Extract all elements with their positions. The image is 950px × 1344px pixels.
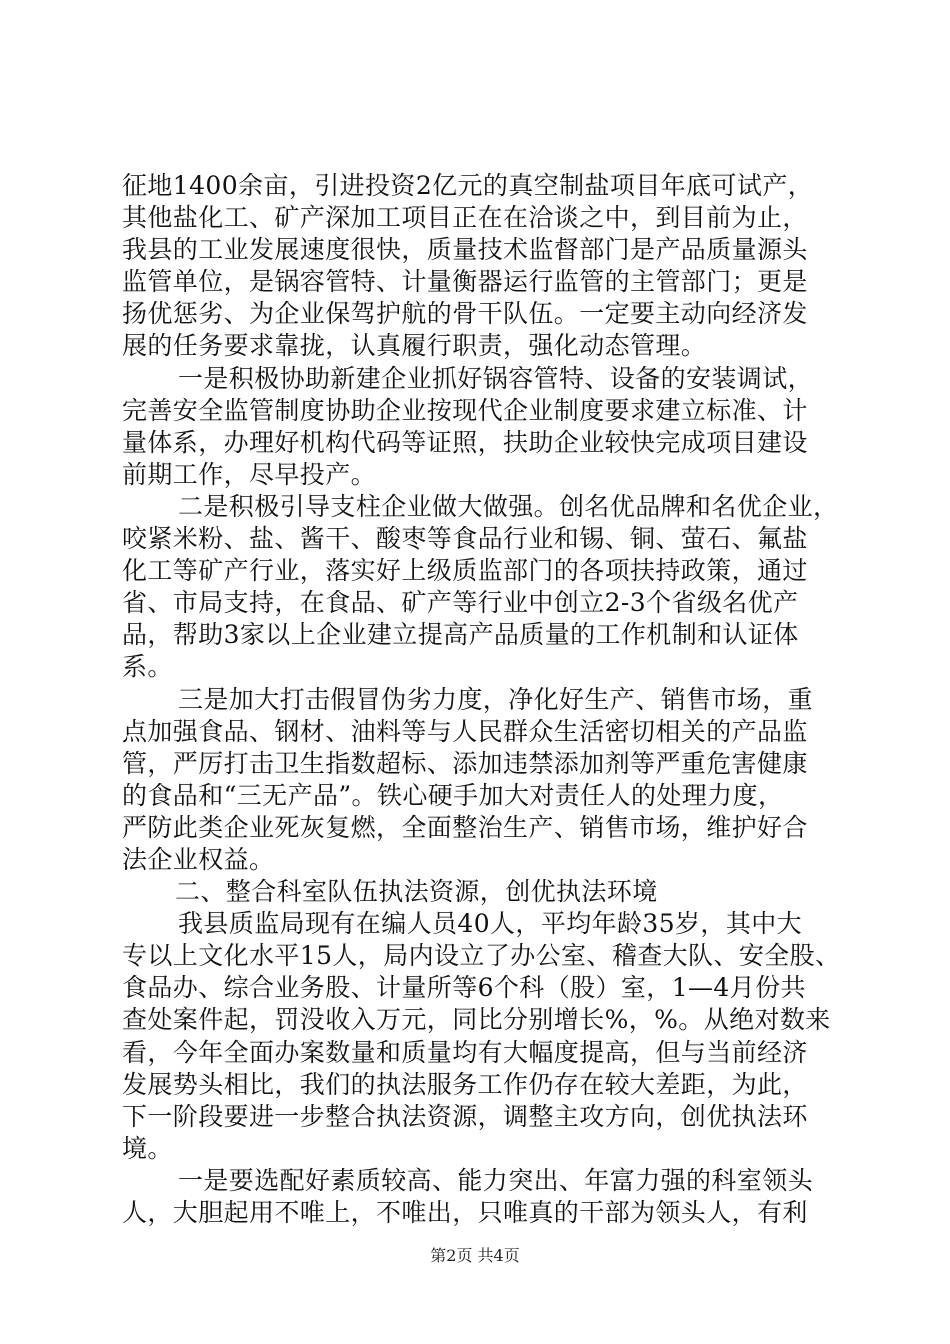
text-line: 发展势头相比，我们的执法服务工作仍存在较大差距，为此， — [122, 1069, 808, 1099]
paragraph-first-line: 三是加大打击假冒伪劣力度，净化好生产、销售市场，重 — [178, 684, 814, 714]
paragraph-first-line: 我县质监局现有在编人员40人，平均年龄35岁，其中大 — [178, 909, 803, 939]
text-line: 专以上文化水平15人，局内设立了办公室、稽查大队、安全股、 — [122, 941, 841, 971]
text-line: 点加强食品、钢材、油料等与人民群众生活密切相关的产品监 — [122, 716, 808, 746]
text-line: 前期工作，尽早投产。 — [122, 459, 377, 489]
text-line: 食品办、综合业务股、计量所等6个科（股）室，1—4月份共 — [122, 973, 806, 1003]
text-line: 其他盐化工、矿产深加工项目正在在洽谈之中，到目前为止， — [122, 203, 808, 233]
text-line: 完善安全监管制度协助企业按现代企业制度要求建立标准、计 — [122, 395, 808, 425]
text-line: 系。 — [122, 652, 173, 682]
text-line: 严防此类企业死灰复燃，全面整治生产、销售市场，维护好合 — [122, 812, 808, 842]
text-line: 征地1400余亩，引进投资2亿元的真空制盐项目年底可试产， — [122, 171, 814, 200]
text-line: 管，严厉打击卫生指数超标、添加违禁添加剂等严重危害健康 — [122, 748, 808, 778]
text-line: 扬优惩劣、为企业保驾护航的骨干队伍。一定要主动向经济发 — [122, 299, 808, 329]
text-line: 看，今年全面办案数量和质量均有大幅度提高，但与当前经济 — [122, 1037, 808, 1067]
body-text — [122, 170, 841, 1229]
text-line: 的食品和“三无产品”。铁心硬手加大对责任人的处理力度， — [122, 780, 784, 810]
text-line: 品，帮助3家以上企业建立提高产品质量的工作机制和认证体 — [122, 620, 799, 650]
text-line: 咬紧米粉、盐、酱干、酸枣等食品行业和锡、铜、萤石、氟盐 — [122, 524, 808, 554]
page-number-footer: 第2页 共4页 — [430, 1246, 520, 1265]
text-line: 法企业权益。 — [122, 844, 275, 874]
paragraph-first-line: 二是积极引导支柱企业做大做强。创名优品牌和名优企业， — [178, 491, 839, 521]
section-heading: 二、整合科室队伍执法资源，创优执法环境 — [175, 877, 658, 907]
text-line: 下一阶段要进一步整合执法资源，调整主攻方向，创优执法环 — [122, 1101, 808, 1131]
text-line: 境。 — [122, 1133, 173, 1163]
text-line: 查处案件起，罚没收入万元，同比分别增长%，%。从绝对数来 — [122, 1005, 831, 1035]
text-line: 我县的工业发展速度很快，质量技术监督部门是产品质量源头 — [122, 235, 808, 265]
paragraph-first-line: 一是积极协助新建企业抓好锅容管特、设备的安装调试， — [178, 363, 814, 393]
text-line: 人，大胆起用不唯上，不唯出，只唯真的干部为领头人，有利 — [122, 1198, 808, 1227]
paragraph-first-line: 一是要选配好素质较高、能力突出、年富力强的科室领头 — [178, 1165, 814, 1195]
text-line: 省、市局支持，在食品、矿产等行业中创立2-3个省级名优产 — [122, 588, 799, 618]
text-line: 化工等矿产行业，落实好上级质监部门的各项扶持政策，通过 — [122, 556, 808, 586]
text-line: 监管单位，是锅容管特、计量衡器运行监管的主管部门；更是 — [122, 267, 808, 297]
text-line: 展的任务要求靠拢，认真履行职责，强化动态管理。 — [122, 331, 707, 361]
text-line: 量体系，办理好机构代码等证照，扶助企业较快完成项目建设 — [122, 427, 808, 457]
